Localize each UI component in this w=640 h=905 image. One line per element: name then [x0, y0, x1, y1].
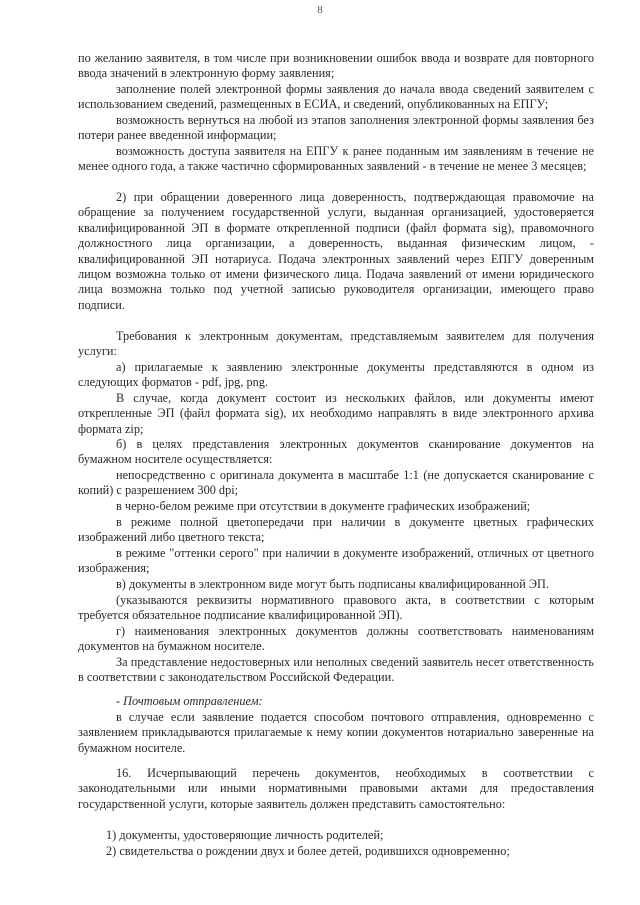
list-item-birth-certificates: 2) свидетельства о рождении двух и более детей, родившихся одновременно;: [106, 844, 510, 858]
paragraph-postal-heading: - Почтовым отправлением:: [116, 694, 263, 708]
paragraph-responsibility: За представление недостоверных или неполных сведений заявитель несет ответственность в соответствии с законодательством Российской Федерации.: [78, 655, 594, 685]
paragraph-access-to-applications: возможность доступа заявителя на ЕПГУ к ранее поданным им заявлениям в течение не менее одного года, а также частично сформированных заявлений - в течение не менее 3 месяцев;: [78, 144, 594, 174]
paragraph-full-color: в режиме полной цветопередачи при наличии в документе цветных графических изображений либо цветного текста;: [78, 515, 594, 545]
list-item-parents-id: 1) документы, удостоверяющие личность родителей;: [106, 828, 384, 842]
paragraph-e-document-requirements: Требования к электронным документам, представляемым заявителем для получения услуги:: [78, 329, 594, 359]
paragraph-zip-archive: В случае, когда документ состоит из нескольких файлов, или документы имеют открепленные ЭП (файл формата sig), их необходимо направлять в виде электронного архива формата zip;: [78, 391, 594, 436]
paragraph-file-formats: а) прилагаемые к заявлению электронные документы представляются в одном из следующих форматов - pdf, jpg, png.: [78, 360, 594, 390]
paragraph-postal-submission: в случае если заявление подается способом почтового отправления, одновременно с заявлением прикладываются прилагаемые к нему копии документов нотариально заверенные на бумажном носителе.: [78, 710, 594, 755]
page-number: 8: [317, 4, 323, 16]
paragraph-legal-act-note: (указываются реквизиты нормативного правового акта, в соответствии с которым требуется обязательное подписание квалифицированной ЭП).: [78, 593, 594, 623]
paragraph-scan-original: непосредственно с оригинала документа в масштабе 1:1 (не допускается сканирование с копий) с разрешением 300 dpi;: [78, 468, 594, 498]
paragraph-signed-documents: в) документы в электронном виде могут быть подписаны квалифицированной ЭП.: [116, 577, 549, 591]
paragraph-grayscale: в режиме "оттенки серого" при наличии в документе изображений, отличных от цветного изображения;: [78, 546, 594, 576]
paragraph-autofill-fields: заполнение полей электронной формы заявления до начала ввода сведений заявителем с использованием сведений, размещенных в ЕСИА, и сведений, опубликованных на ЕПГУ;: [78, 82, 594, 112]
paragraph-scanning: б) в целях представления электронных документов сканирование документов на бумажном носителе осуществляется:: [78, 437, 594, 467]
paragraph-document-names: г) наименования электронных документов должны соответствовать наименованиям документов на бумажном носителе.: [78, 624, 594, 654]
paragraph-return-to-step: возможность вернуться на любой из этапов заполнения электронной формы заявления без потери ранее введенной информации;: [78, 113, 594, 143]
paragraph-trusted-person: 2) при обращении доверенного лица доверенность, подтверждающая правомочие на обращение за получением государственной услуги, выданная организацией, удостоверяется квалифицированной ЭП в формате открепленной подписи (файл формата sig), правомочного должностного лица организации, а доверенность, выданная физическим лицом, - квалифицированной ЭП нотариуса. Подача электронных заявлений через ЕПГУ доверенным лицом возможна только от имени физического лица. Подача заявлений от имени юридического лица возможна только под учетной записью руководителя организации, имеющего право подписи.: [78, 190, 594, 312]
paragraph-black-white: в черно-белом режиме при отсутствии в документе графических изображений;: [116, 499, 531, 513]
paragraph-input-errors: по желанию заявителя, в том числе при возникновении ошибок ввода и возврате для повторного ввода значений в электронную форму заявления;: [78, 51, 594, 81]
paragraph-section-16: 16. Исчерпывающий перечень документов, необходимых в соответствии с законодательными или иными нормативными правовыми актами для предоставления государственной услуги, которые заявитель должен представить самостоятельно:: [78, 766, 594, 811]
